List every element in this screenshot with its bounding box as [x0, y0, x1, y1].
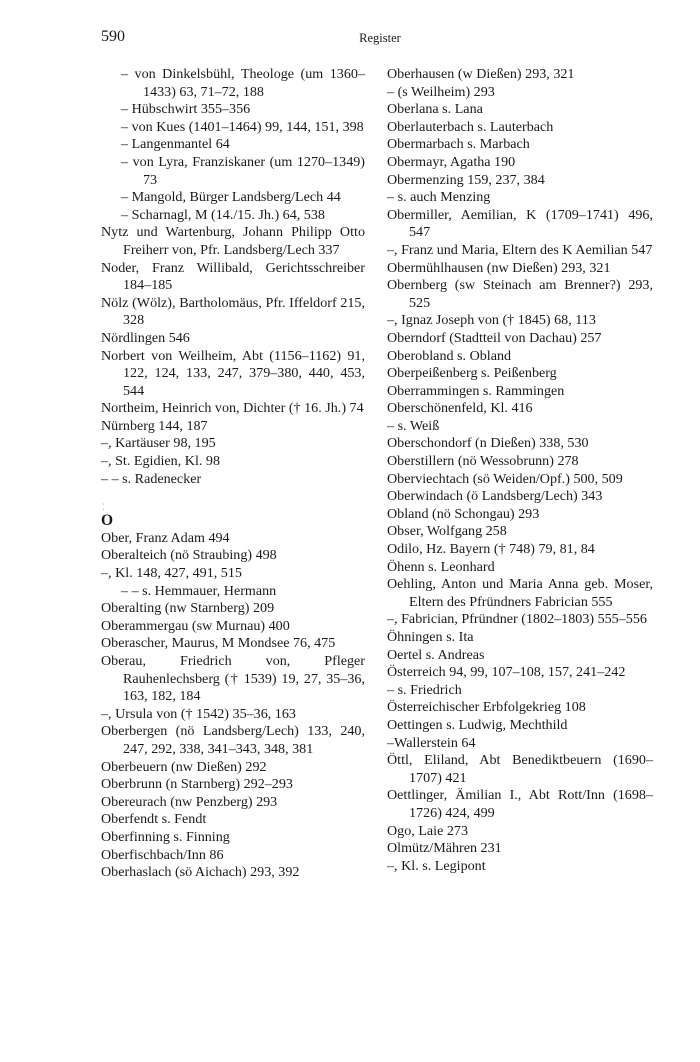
index-entry: Öhenn s. Leonhard	[387, 558, 495, 575]
index-entry: Oberbergen (nö Landsberg/Lech) 133, 240, 247, 292, 338, 341–343, 348, 381	[101, 723, 365, 757]
index-entry: – von Lyra, Franziskaner (um 1270–1349) 73	[121, 153, 365, 188]
index-entry: Oberau, Friedrich von, Pfleger Rauhenlechsberg († 1539) 19, 27, 35–36, 163, 182, 184	[101, 653, 365, 705]
margin-mark: ⁚	[102, 502, 105, 513]
index-entry: Nölz (Wölz), Bartholomäus, Pfr. Iffeldorf 215, 328	[101, 294, 365, 329]
index-entry: –, Kartäuser 98, 195	[101, 435, 216, 452]
n-entries	[101, 66, 365, 488]
index-entry: – – s. Radenecker	[101, 470, 202, 487]
index-entry: Oberbrunn (n Starnberg) 292–293	[101, 776, 293, 793]
index-entry: – Mangold, Bürger Landsberg/Lech 44	[121, 189, 341, 206]
index-entry: Öhningen s. Ita	[387, 629, 474, 645]
index-entry: Öttl, Eliland, Abt Benediktbeuern (1690–1707) 421	[387, 752, 653, 786]
index-entry: Oberhaslach (sö Aichach) 293, 392	[101, 864, 300, 881]
index-entry: Obland (nö Schongau) 293	[387, 505, 540, 522]
o-entries	[101, 530, 365, 882]
index-entry: Oehling, Anton und Maria Anna geb. Moser, Eltern des Pfründners Fabrician 555	[387, 576, 653, 610]
index-entry: Nytz und Wartenburg, Johann Philipp Otto Freiherr von, Pfr. Landsberg/Lech 337	[101, 224, 365, 258]
index-entry: Oberndorf (Stadtteil von Dachau) 257	[387, 329, 602, 346]
index-entry: Obernberg (sw Steinach am Brenner?) 293, 525	[387, 277, 653, 311]
index-entry: Oberlauterbach s. Lauterbach	[387, 118, 554, 135]
index-entry: – – s. Hemmauer, Hermann	[121, 582, 277, 599]
index-entry: Oberammergau (sw Murnau) 400	[101, 617, 290, 634]
index-entry: –, Kl. s. Legipont	[387, 857, 486, 874]
index-entry: Obser, Wolfgang 258	[387, 523, 507, 540]
index-entry: Oberfinning s. Finning	[101, 828, 230, 845]
index-entry: Norbert von Weilheim, Abt (1156–1162) 91, 122, 124, 133, 247, 379–380, 440, 453, 544	[101, 347, 365, 399]
section-letter	[101, 502, 365, 530]
index-entry: Oberpeißenberg s. Peißenberg	[387, 365, 557, 382]
index-entry: –Wallerstein 64	[387, 734, 476, 751]
index-entry: Nürnberg 144, 187	[101, 417, 208, 434]
index-entry: Odilo, Hz. Bayern († 748) 79, 81, 84	[387, 541, 595, 558]
index-entry: Obermarbach s. Marbach	[387, 136, 530, 153]
index-entry: Obermiller, Aemilian, K (1709–1741) 496, 547	[387, 206, 653, 241]
index-entry: Nördlingen 546	[101, 329, 190, 346]
index-entry: Oberalting (nw Starnberg) 209	[101, 600, 275, 617]
index-entry: Österreich 94, 99, 107–108, 157, 241–242	[387, 664, 626, 681]
index-entry: Olmütz/Mähren 231	[387, 840, 502, 857]
index-entry: – s. Friedrich	[387, 681, 462, 698]
index-entry: –, Fabrician, Pfründner (1802–1803) 555–556	[387, 611, 647, 628]
index-entry: Oberschondorf (n Dießen) 338, 530	[387, 435, 589, 452]
index-entry: – (s Weilheim) 293	[387, 83, 495, 100]
index-entry: Oberfischbach/Inn 86	[101, 846, 224, 863]
index-entry: Oberstillern (nö Wessobrunn) 278	[387, 453, 579, 470]
index-entry: Ober, Franz Adam 494	[101, 529, 230, 546]
index-entry: Obermayr, Agatha 190	[387, 153, 516, 170]
index-entry: Oberrammingen s. Rammingen	[387, 382, 565, 399]
index-entry: Oberbeuern (nw Dießen) 292	[101, 758, 267, 775]
index-entry: Oertel s. Andreas	[387, 646, 485, 663]
index-entry: –, Kl. 148, 427, 491, 515	[101, 565, 242, 582]
index-entry: –, Ignaz Joseph von († 1845) 68, 113	[387, 312, 596, 329]
index-entry: Northeim, Heinrich von, Dichter († 16. Jh.) 74	[101, 400, 364, 417]
index-entry: Oberschönenfeld, Kl. 416	[387, 400, 533, 417]
index-entry: Oberobland s. Obland	[387, 347, 512, 364]
index-entry: – Hübschwirt 355–356	[121, 101, 251, 118]
right-column	[387, 66, 653, 875]
index-entry: – Langenmantel 64	[121, 136, 230, 153]
index-entry: Oberwindach (ö Landsberg/Lech) 343	[387, 488, 603, 505]
index-entry: Obermühlhausen (nw Dießen) 293, 321	[387, 259, 611, 276]
index-entry: Oberhausen (w Dießen) 293, 321	[387, 66, 575, 82]
index-entry: –, Franz und Maria, Eltern des K Aemilian 547	[387, 241, 653, 258]
page-number: 590	[101, 28, 125, 45]
index-entry: – von Kues (1401–1464) 99, 144, 151, 398	[121, 118, 364, 135]
index-entry: Österreichischer Erbfolgekrieg 108	[387, 699, 586, 716]
index-entry: Oettingen s. Ludwig, Mechthild	[387, 716, 568, 733]
index-entry: –, Ursula von († 1542) 35–36, 163	[101, 705, 296, 722]
index-entry: – s. auch Menzing	[387, 189, 491, 206]
index-entry: –, St. Egidien, Kl. 98	[101, 453, 221, 470]
left-column	[101, 66, 365, 882]
index-entry: Oberfendt s. Fendt	[101, 811, 207, 828]
index-entry: Oberviechtach (sö Weiden/Opf.) 500, 509	[387, 470, 623, 487]
section-letter-text: O	[101, 512, 114, 530]
running-head: Register	[359, 31, 401, 45]
index-entry: Oberalteich (nö Straubing) 498	[101, 547, 277, 564]
o-entries-continued	[387, 66, 653, 875]
index-entry: Obermenzing 159, 237, 384	[387, 171, 545, 188]
index-entry: Oberascher, Maurus, M Mondsee 76, 475	[101, 635, 336, 652]
index-entry: Ogo, Laie 273	[387, 822, 469, 839]
index-entry: Oberlana s. Lana	[387, 101, 483, 118]
index-entry: – s. Weiß	[387, 417, 440, 434]
index-entry: Obereurach (nw Penzberg) 293	[101, 793, 278, 810]
index-entry: – Scharnagl, M (14./15. Jh.) 64, 538	[121, 206, 325, 223]
index-entry: Oettlinger, Ämilian I., Abt Rott/Inn (1698–1726) 424, 499	[387, 787, 653, 821]
index-entry: – von Dinkelsbühl, Theologe (um 1360–1433) 63, 71–72, 188	[121, 66, 365, 100]
index-entry: Noder, Franz Willibald, Gerichtsschreiber 184–185	[101, 259, 365, 294]
